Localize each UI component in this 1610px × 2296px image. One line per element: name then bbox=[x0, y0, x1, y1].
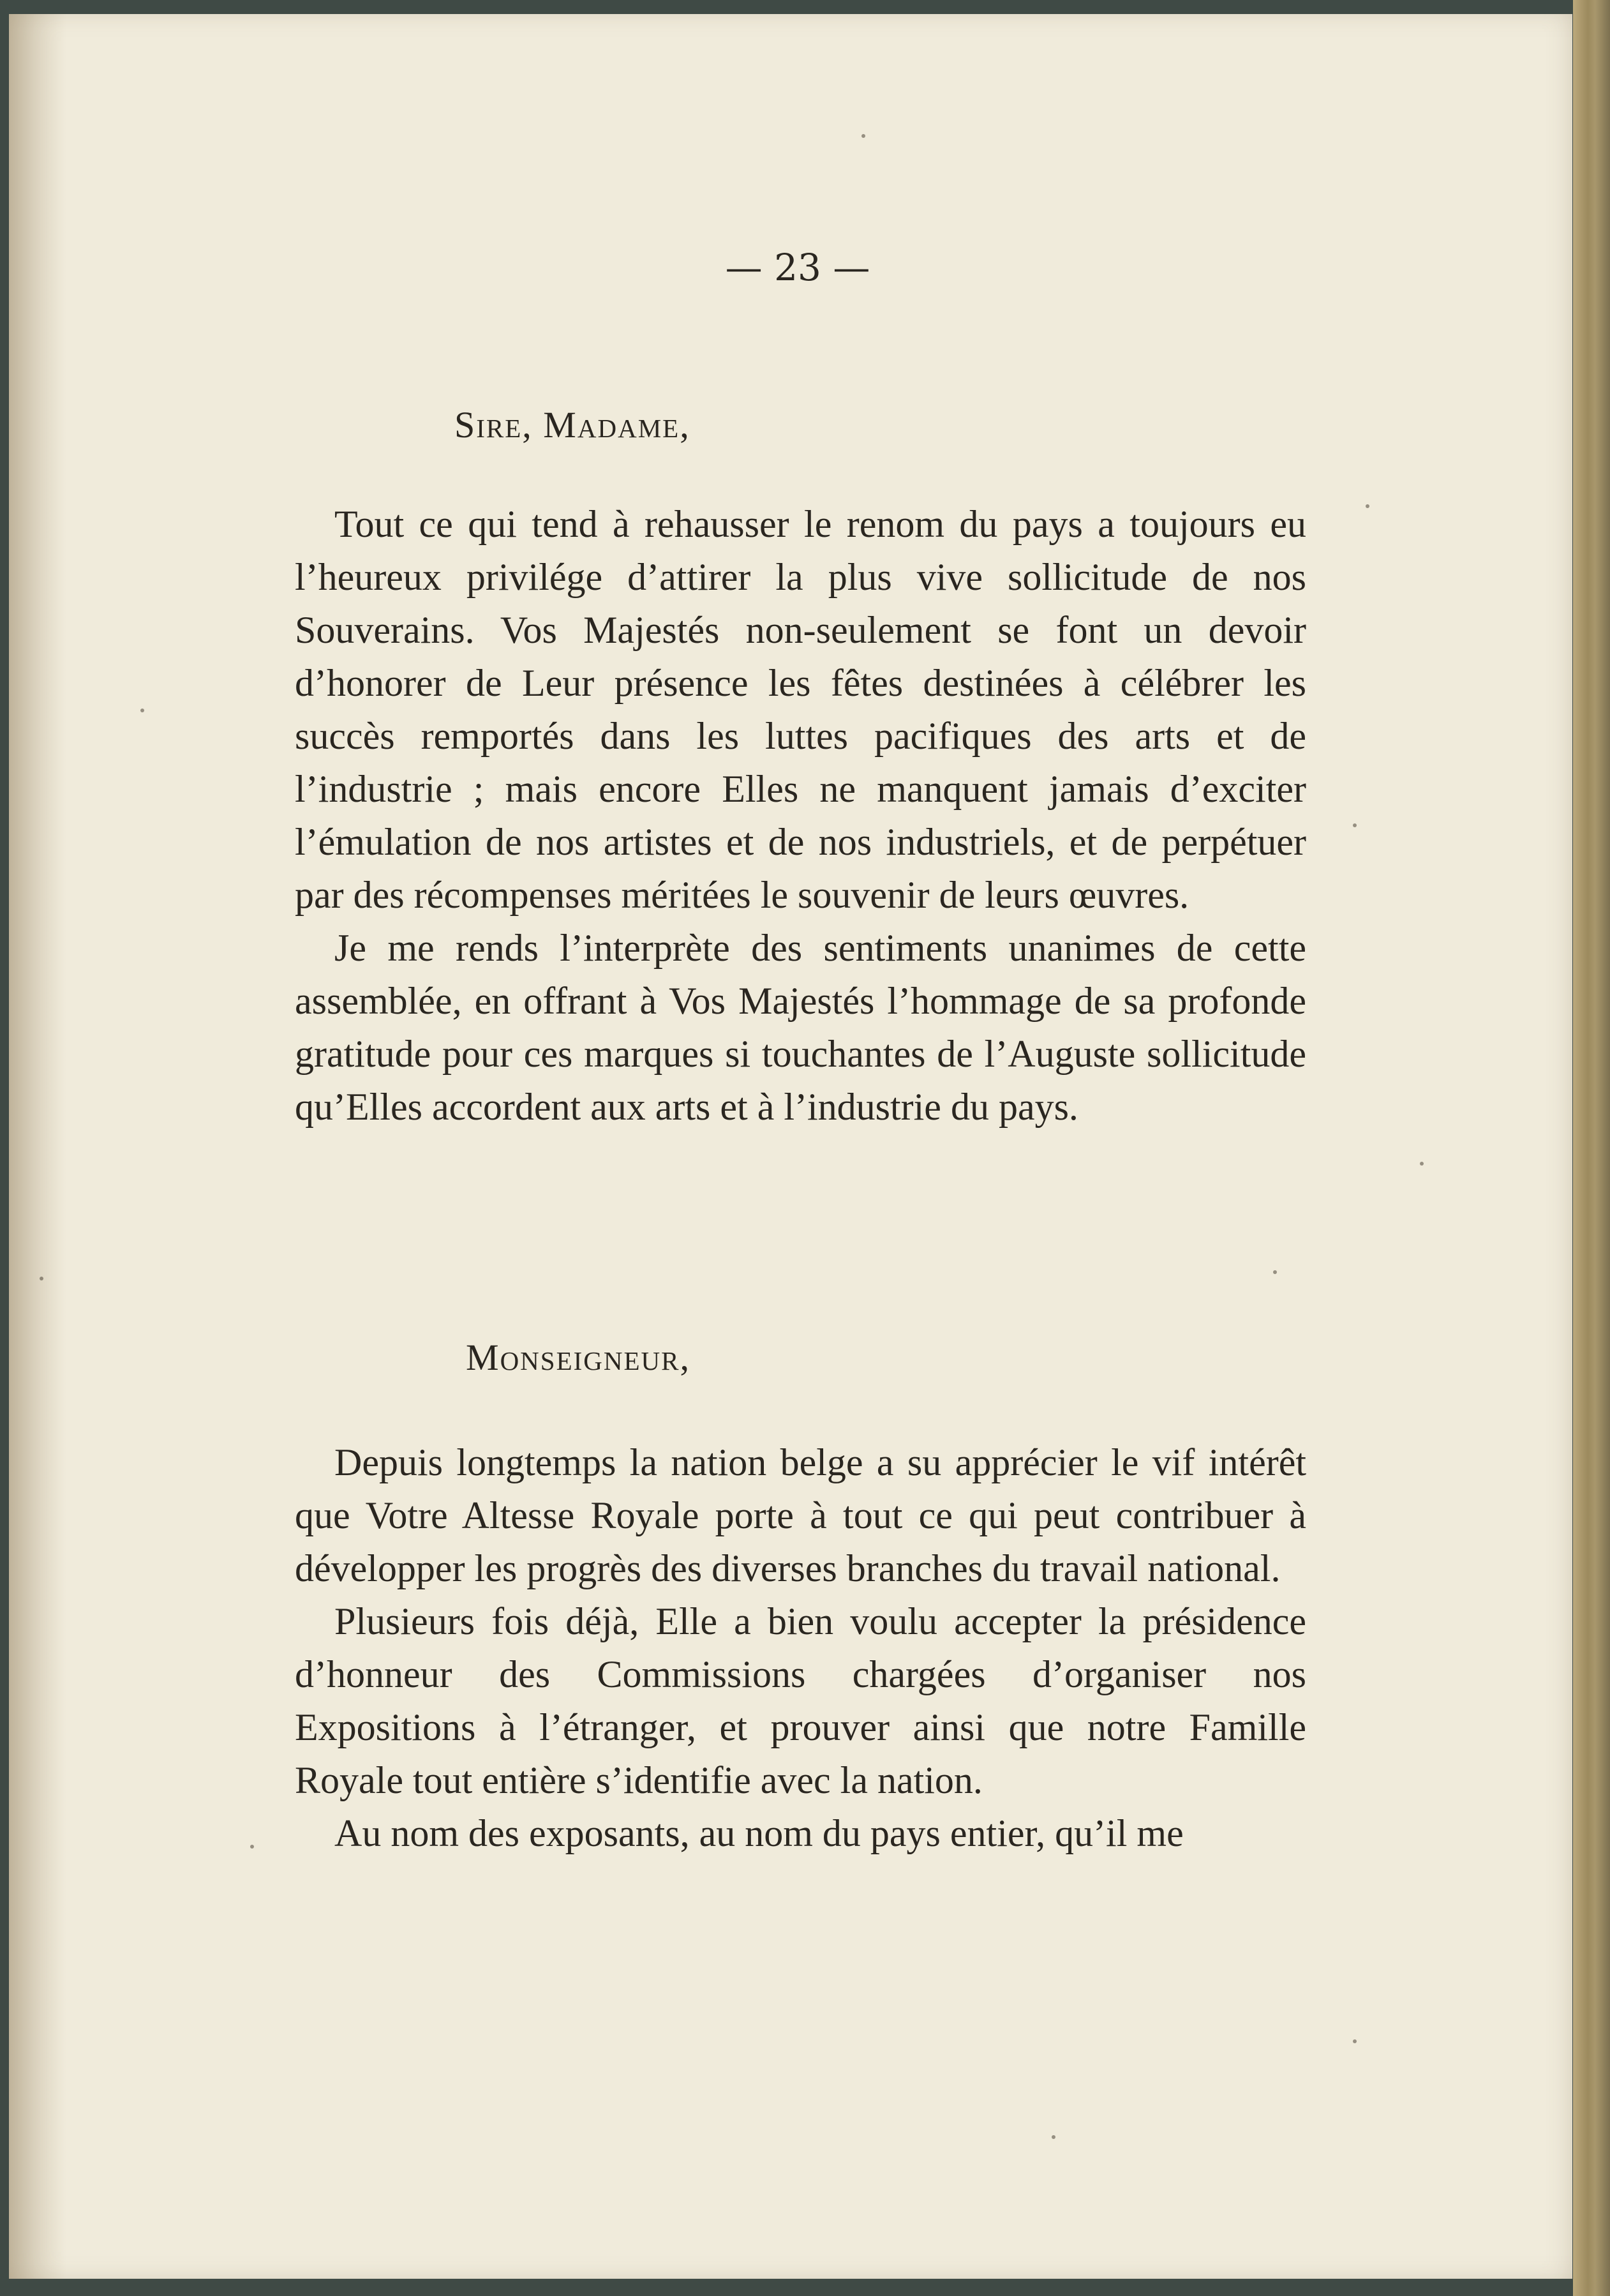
paper-speck bbox=[1353, 823, 1357, 827]
section1-body bbox=[295, 498, 1306, 1134]
paper-speck bbox=[1273, 1270, 1277, 1274]
paper-speck bbox=[1420, 1162, 1424, 1166]
paragraph: Depuis longtemps la nation belge a su apprécier le vif intérêt que Votre Altesse Royale porte à tout ce qui peut contribuer à développer les progrès des diverses branches du travail national. bbox=[295, 1441, 1306, 1589]
book-page bbox=[9, 14, 1572, 2279]
paper-speck bbox=[40, 1277, 43, 1280]
page-number: — 23 — bbox=[725, 246, 870, 289]
paper-speck bbox=[140, 709, 144, 712]
section2-body bbox=[295, 1436, 1306, 1860]
paper-speck bbox=[1366, 504, 1369, 508]
paragraph: Au nom des exposants, au nom du pays entier, qu’il me bbox=[334, 1812, 1184, 1854]
paragraph: Plusieurs fois déjà, Elle a bien voulu accepter la présidence d’honneur des Commissions chargées d’organiser nos Expositions à l’étranger, et prouver ainsi que notre Famille Royale tout entière s’identifie avec la nation. bbox=[295, 1600, 1306, 1801]
paragraph: Tout ce qui tend à rehausser le renom du pays a toujours eu l’heureux privilége d’attirer la plus vive sollicitude de nos Souverains. Vos Majestés non-seulement se font un devoir d’honorer de Leur présence les fêtes destinées à célébrer les succès remportés dans les luttes pacifiques des arts et de l’industrie ; mais encore Elles ne manquent jamais d’exciter l’émulation de nos artistes et de nos industriels, et de perpétuer par des récompenses méritées le souvenir de leurs œuvres. bbox=[295, 503, 1306, 916]
paper-speck bbox=[1052, 2135, 1055, 2139]
salutation-monseigneur: Monseigneur, bbox=[466, 1337, 691, 1378]
page-edge-strip bbox=[1573, 0, 1610, 2296]
salutation-sire-madame: Sire, Madame, bbox=[454, 404, 690, 446]
paper-speck bbox=[861, 134, 865, 138]
paper-speck bbox=[250, 1845, 254, 1849]
paper-speck bbox=[1353, 2039, 1357, 2043]
paragraph: Je me rends l’interprète des sentiments unanimes de cette assemblée, en offrant à Vos Majestés l’hommage de sa profonde gratitude pour ces marques si touchantes de l’Auguste sollicitude qu’Elles accordent aux arts et à l’industrie du pays. bbox=[295, 927, 1306, 1128]
book-gutter-shadow bbox=[9, 14, 66, 2279]
